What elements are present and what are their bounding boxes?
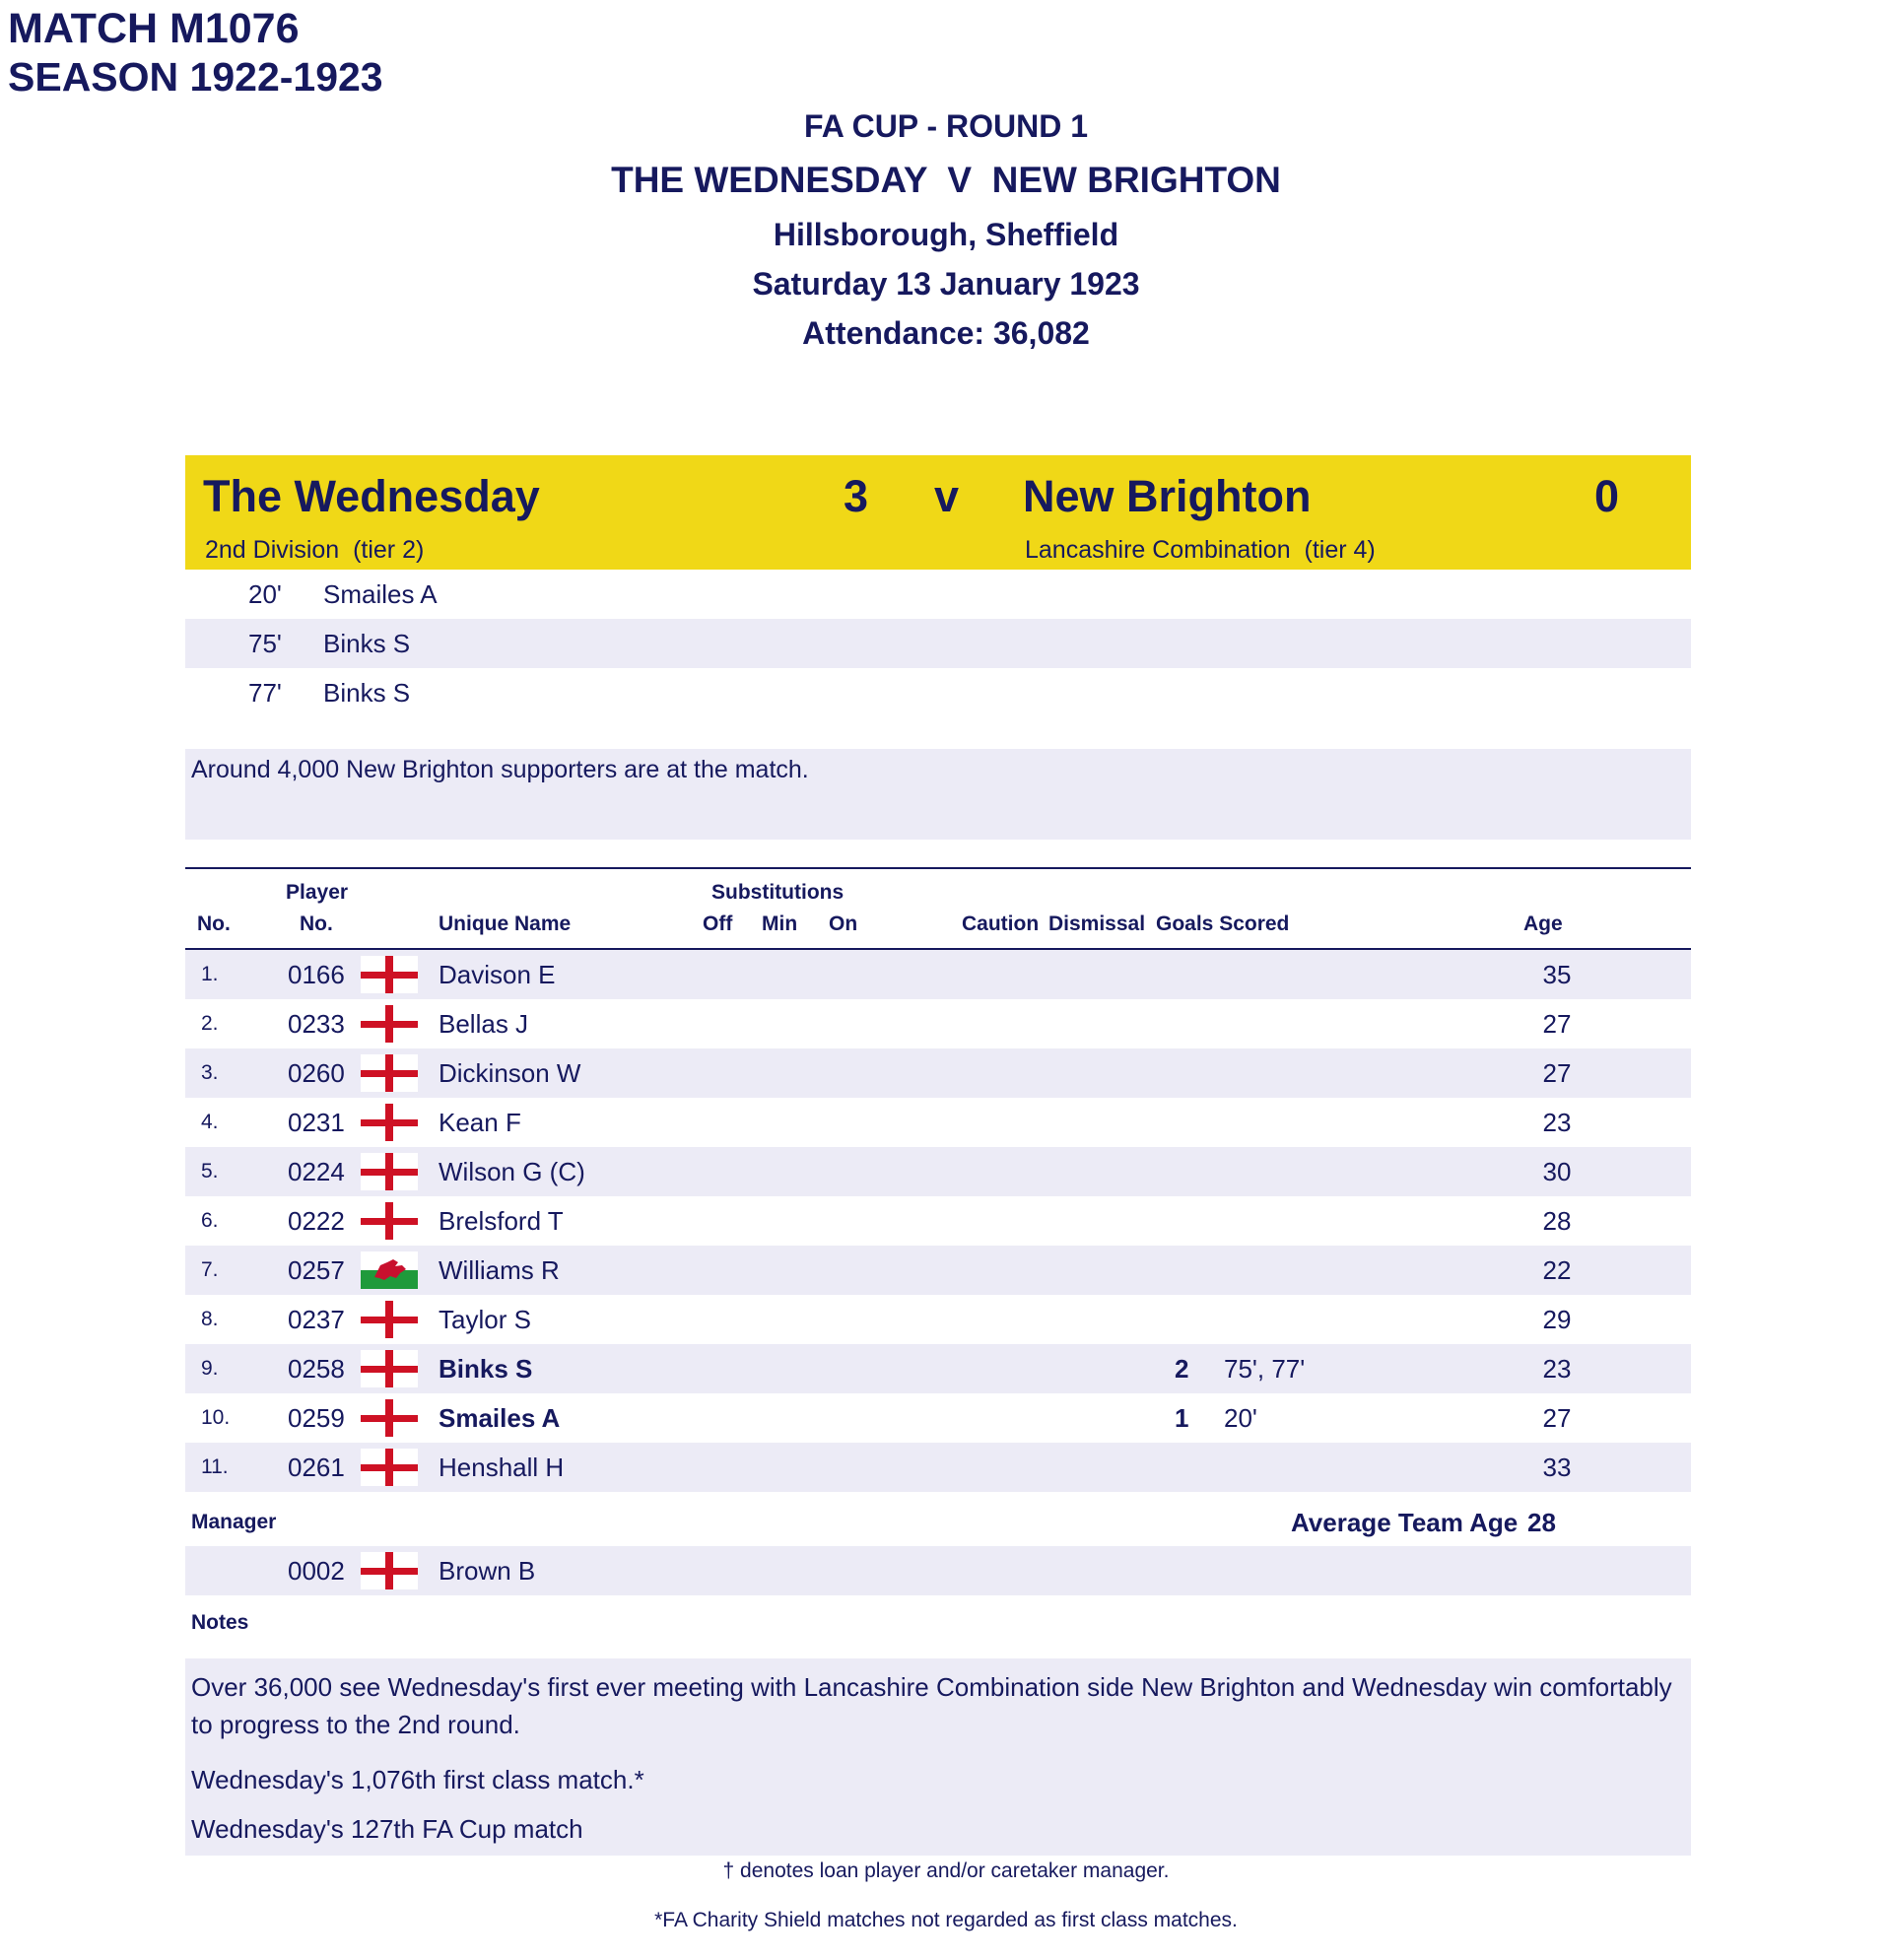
player-age: 23	[1542, 1354, 1572, 1384]
player-name: Dickinson W	[439, 1058, 581, 1088]
row-index: 4.	[201, 1111, 219, 1133]
header-caution: Caution	[962, 912, 1040, 935]
table-row	[185, 1196, 1691, 1246]
player-name: Wilson G (C)	[439, 1157, 585, 1186]
header-unique-name: Unique Name	[439, 912, 572, 935]
away-division: Lancashire Combination (tier 4)	[1025, 536, 1376, 564]
manager-label: Manager	[191, 1511, 277, 1533]
player-name: Williams R	[439, 1255, 560, 1285]
goal-minutes: 20'	[1224, 1403, 1257, 1433]
venue: Hillsborough, Sheffield	[773, 217, 1119, 252]
manager-number: 0002	[288, 1556, 345, 1586]
loan-footnote: † denotes loan player and/or caretaker manager.	[722, 1859, 1170, 1882]
england-flag-icon	[361, 1399, 418, 1437]
table-row	[185, 1048, 1691, 1098]
table-row	[185, 1246, 1691, 1295]
player-number: 0260	[288, 1058, 345, 1088]
header-sub-min: Min	[762, 912, 798, 935]
notes-paragraph: Wednesday's 1,076th first class match.*	[191, 1765, 644, 1794]
scorer-row	[185, 668, 1691, 717]
player-age: 35	[1542, 960, 1572, 989]
player-age: 28	[1542, 1206, 1572, 1236]
player-name: Taylor S	[439, 1305, 531, 1334]
row-index: 2.	[201, 1012, 219, 1035]
table-row	[185, 1147, 1691, 1196]
goals-count: 1	[1175, 1403, 1189, 1433]
player-age: 22	[1542, 1255, 1572, 1285]
england-flag-icon	[361, 1552, 418, 1589]
scorer-minute: 75'	[248, 629, 282, 658]
versus-label: v	[934, 471, 960, 521]
notes-paragraph: Over 36,000 see Wednesday's first ever meeting with Lancashire Combination side New Brighton and Wednesday win comfortably to progress to the 2nd round.	[191, 1672, 1672, 1739]
header-substitutions: Substitutions	[711, 881, 845, 904]
wales-flag-icon	[361, 1251, 418, 1289]
scorer-name: Binks S	[323, 629, 411, 658]
table-row	[185, 1344, 1691, 1393]
match-id: MATCH M1076	[8, 5, 300, 52]
manager-name: Brown B	[439, 1556, 536, 1586]
scorer-row	[185, 570, 1691, 619]
home-division: 2nd Division (tier 2)	[205, 536, 425, 564]
table-row	[185, 1295, 1691, 1344]
header-sub-off: Off	[703, 912, 733, 935]
england-flag-icon	[361, 1005, 418, 1043]
match-date: Saturday 13 January 1923	[752, 266, 1140, 302]
scoreline-bar	[185, 455, 1691, 570]
player-name: Davison E	[439, 960, 556, 989]
away-team-name: New Brighton	[1023, 471, 1312, 521]
row-index: 9.	[201, 1357, 219, 1380]
row-index: 3.	[201, 1061, 219, 1084]
away-goals: 0	[1594, 471, 1620, 521]
header-dismissal: Dismissal	[1048, 912, 1146, 935]
notes-box	[185, 1658, 1691, 1856]
header-goals-scored: Goals Scored	[1156, 912, 1290, 935]
player-number: 0166	[288, 960, 345, 989]
goal-minutes: 75', 77'	[1224, 1354, 1306, 1384]
player-name: Smailes A	[439, 1403, 561, 1433]
scorer-minute: 77'	[248, 678, 282, 708]
england-flag-icon	[361, 1449, 418, 1486]
row-index: 10.	[201, 1406, 231, 1429]
england-flag-icon	[361, 956, 418, 993]
player-age: 23	[1542, 1108, 1572, 1137]
competition-title: FA CUP - ROUND 1	[803, 108, 1089, 144]
home-goals: 3	[844, 471, 869, 521]
player-number: 0259	[288, 1403, 345, 1433]
goals-count: 2	[1175, 1354, 1189, 1384]
table-row	[185, 1393, 1691, 1443]
scorer-row	[185, 619, 1691, 668]
player-age: 27	[1542, 1058, 1572, 1088]
england-flag-icon	[361, 1301, 418, 1338]
player-age: 27	[1542, 1009, 1572, 1039]
player-name: Bellas J	[439, 1009, 529, 1039]
header-sub-on: On	[829, 912, 858, 935]
england-flag-icon	[361, 1202, 418, 1240]
england-flag-icon	[361, 1153, 418, 1190]
header-player-top: Player	[286, 881, 349, 904]
player-number: 0224	[288, 1157, 345, 1186]
player-age: 29	[1542, 1305, 1572, 1334]
scorer-name: Binks S	[323, 678, 411, 708]
table-row	[185, 1443, 1691, 1492]
player-number: 0233	[288, 1009, 345, 1039]
row-index: 8.	[201, 1308, 219, 1330]
player-number: 0237	[288, 1305, 345, 1334]
row-index: 1.	[201, 963, 219, 985]
player-number: 0257	[288, 1255, 345, 1285]
player-age: 33	[1542, 1453, 1572, 1482]
player-age: 27	[1542, 1403, 1572, 1433]
home-team-name: The Wednesday	[203, 471, 540, 521]
table-top-rule	[185, 867, 1691, 869]
england-flag-icon	[361, 1054, 418, 1092]
fixture-title: THE WEDNESDAY V NEW BRIGHTON	[611, 160, 1281, 200]
row-index: 7.	[201, 1258, 219, 1281]
table-row	[185, 1098, 1691, 1147]
player-age: 30	[1542, 1157, 1572, 1186]
header-no: No.	[197, 912, 231, 935]
notes-label: Notes	[191, 1611, 249, 1634]
table-row	[185, 950, 1691, 999]
row-index: 11.	[201, 1455, 229, 1478]
row-index: 5.	[201, 1160, 219, 1183]
charity-footnote: *FA Charity Shield matches not regarded as first class matches.	[654, 1909, 1238, 1931]
row-index: 6.	[201, 1209, 219, 1232]
notes-paragraph: Wednesday's 127th FA Cup match	[191, 1814, 583, 1844]
player-name: Kean F	[439, 1108, 521, 1137]
england-flag-icon	[361, 1104, 418, 1141]
player-name: Brelsford T	[439, 1206, 564, 1236]
player-number: 0222	[288, 1206, 345, 1236]
header-age: Age	[1523, 912, 1563, 935]
player-name: Binks S	[439, 1354, 533, 1384]
scorer-name: Smailes A	[323, 579, 438, 609]
table-row	[185, 999, 1691, 1048]
scorer-minute: 20'	[248, 579, 282, 609]
supporters-note: Around 4,000 New Brighton supporters are at the match.	[185, 749, 1691, 840]
attendance: Attendance: 36,082	[802, 315, 1090, 351]
average-age-label: Average Team Age	[1291, 1508, 1519, 1537]
player-number: 0258	[288, 1354, 345, 1384]
player-name: Henshall H	[439, 1453, 565, 1482]
manager-row	[185, 1546, 1691, 1595]
england-flag-icon	[361, 1350, 418, 1387]
season-label: SEASON 1922-1923	[8, 54, 383, 100]
average-age-value: 28	[1527, 1508, 1556, 1537]
header-player-no: No.	[300, 912, 333, 935]
player-number: 0231	[288, 1108, 345, 1137]
player-number: 0261	[288, 1453, 345, 1482]
